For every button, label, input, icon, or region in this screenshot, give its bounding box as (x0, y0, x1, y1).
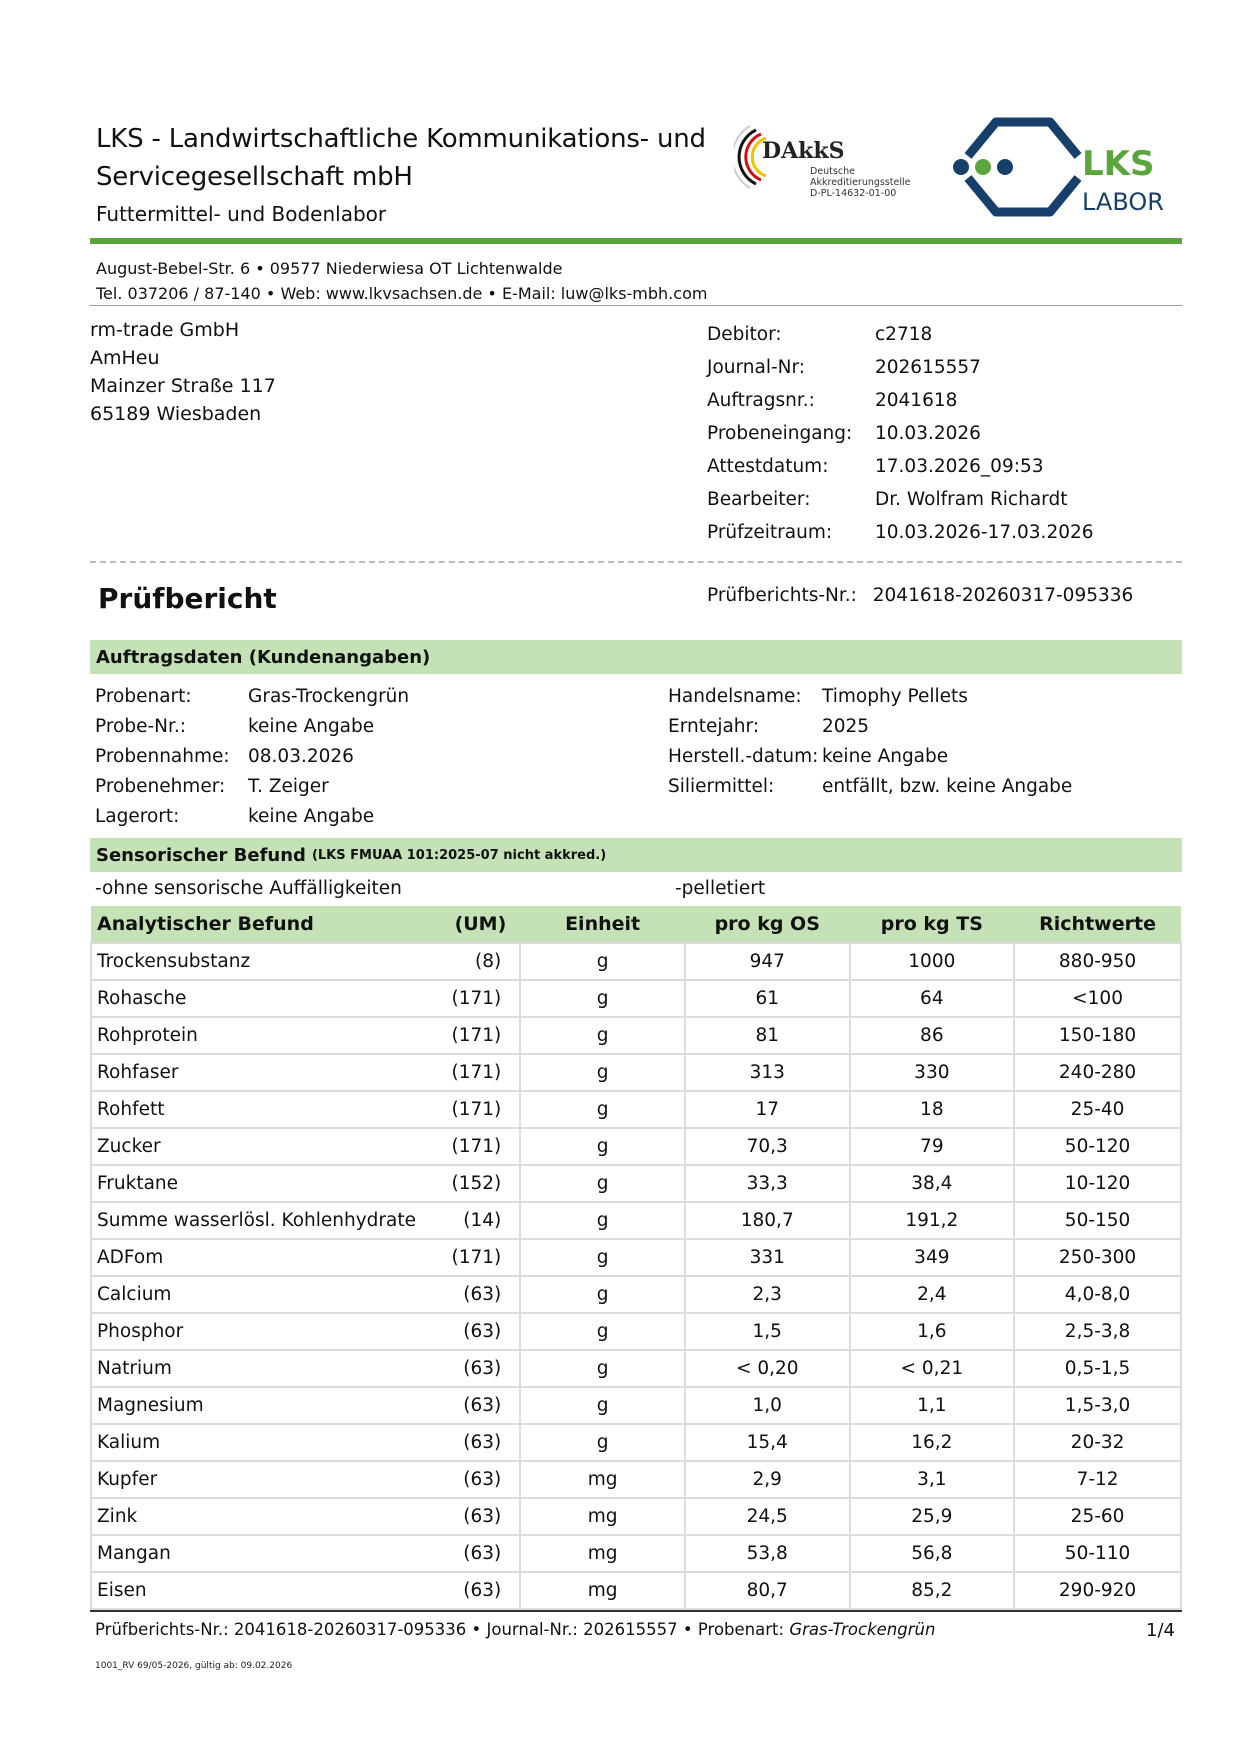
form-id: 1001_RV 69/05-2026, gültig ab: 09.02.2026 (95, 1661, 293, 1671)
cell-um: (63) (430, 1498, 520, 1535)
meta-row-attestdatum (707, 450, 1094, 483)
cell-unit: g (520, 1387, 685, 1424)
kv-label: Probennahme: (95, 745, 230, 767)
customer-line: AmHeu (90, 347, 160, 369)
meta-label: Auftragsnr.: (707, 390, 815, 411)
table-row (91, 1054, 1181, 1091)
table-row (91, 1202, 1181, 1239)
table-row (91, 1165, 1181, 1202)
cell-guide-value: 2,5-3,8 (1014, 1313, 1181, 1350)
cell-parameter: Summe wasserlösl. Kohlenhydrate (91, 1202, 430, 1239)
table-row (91, 1239, 1181, 1276)
cell-per-kg-ts: 56,8 (850, 1535, 1015, 1572)
cell-guide-value: 50-120 (1014, 1128, 1181, 1165)
cell-unit: g (520, 1054, 685, 1091)
cell-per-kg-ts: 191,2 (850, 1202, 1015, 1239)
meta-row-auftragsnr (707, 384, 1094, 417)
cell-parameter: ADFom (91, 1239, 430, 1276)
table-row (91, 980, 1181, 1017)
sensory-method: (LKS FMUAA 101:2025-07 nicht akkred.) (311, 847, 607, 863)
meta-value: 10.03.2026-17.03.2026 (875, 522, 1094, 543)
meta-value: 10.03.2026 (875, 423, 981, 444)
kv-row (95, 771, 409, 801)
cell-um: (63) (430, 1572, 520, 1609)
cell-um: (171) (430, 1091, 520, 1128)
meta-row-probeneingang (707, 417, 1094, 450)
meta-label: Debitor: (707, 324, 782, 345)
kv-row (95, 711, 409, 741)
kv-label: Handelsname: (668, 685, 802, 707)
cell-guide-value: 4,0-8,0 (1014, 1276, 1181, 1313)
lks-wordmark: LKS (1082, 144, 1155, 184)
cell-unit: mg (520, 1461, 685, 1498)
kv-label: Siliermittel: (668, 775, 775, 797)
cell-unit: mg (520, 1535, 685, 1572)
meta-label: Attestdatum: (707, 456, 829, 477)
cell-per-kg-ts: 1,6 (850, 1313, 1015, 1350)
analysis-table (90, 906, 1182, 1610)
cell-parameter: Zucker (91, 1128, 430, 1165)
cell-parameter: Rohfaser (91, 1054, 430, 1091)
cell-per-kg-ts: 1,1 (850, 1387, 1015, 1424)
order-data-heading (90, 640, 1182, 674)
cell-parameter: Trockensubstanz (91, 943, 430, 980)
meta-row-bearbeiter (707, 483, 1094, 516)
customer-address (90, 316, 276, 428)
cell-um: (63) (430, 1535, 520, 1572)
cell-guide-value: 25-40 (1014, 1091, 1181, 1128)
cell-parameter: Kalium (91, 1424, 430, 1461)
cell-guide-value: 1,5-3,0 (1014, 1387, 1181, 1424)
cell-per-kg-ts: 1000 (850, 943, 1015, 980)
cell-unit: mg (520, 1498, 685, 1535)
cell-um: (171) (430, 980, 520, 1017)
dakks-wordmark: DAkkS (762, 138, 845, 164)
cell-unit: g (520, 1091, 685, 1128)
cell-guide-value: 7-12 (1014, 1461, 1181, 1498)
cell-um: (171) (430, 1128, 520, 1165)
cell-per-kg-os: 80,7 (685, 1572, 850, 1609)
cell-parameter: Rohfett (91, 1091, 430, 1128)
cell-parameter: Calcium (91, 1276, 430, 1313)
cell-um: (63) (430, 1387, 520, 1424)
customer-line: Mainzer Straße 117 (90, 375, 276, 397)
cell-parameter: Zink (91, 1498, 430, 1535)
table-row (91, 1313, 1181, 1350)
meta-row-journal (707, 351, 1094, 384)
cell-um: (152) (430, 1165, 520, 1202)
kv-row (668, 771, 1072, 801)
cell-unit: g (520, 1128, 685, 1165)
cell-per-kg-ts: 3,1 (850, 1461, 1015, 1498)
cell-per-kg-os: 81 (685, 1017, 850, 1054)
order-meta (707, 318, 1094, 549)
cell-per-kg-os: 17 (685, 1091, 850, 1128)
meta-label: Prüfzeitraum: (707, 522, 833, 543)
kv-value: Timophy Pellets (822, 685, 968, 707)
column-header-um: (UM) (430, 906, 520, 943)
column-header-ts: pro kg TS (850, 906, 1015, 943)
cell-unit: g (520, 1276, 685, 1313)
cell-unit: g (520, 1424, 685, 1461)
cell-per-kg-ts: 38,4 (850, 1165, 1015, 1202)
cell-parameter: Eisen (91, 1572, 430, 1609)
analysis-header-row (91, 906, 1181, 943)
cell-um: (171) (430, 1054, 520, 1091)
address-line: August-Bebel-Str. 6 • 09577 Niederwiesa OT Lichtenwalde (96, 259, 563, 278)
sensory-finding-right: -pelletiert (675, 878, 766, 899)
footer-report-number: Prüfberichts-Nr.: 2041618-20260317-095336 • Journal-Nr.: 202615557 • Probenart: (95, 1620, 790, 1639)
table-row (91, 1091, 1181, 1128)
dakks-line1: Deutsche (810, 166, 855, 177)
cell-per-kg-ts: 79 (850, 1128, 1015, 1165)
footer-report-info (95, 1620, 935, 1639)
column-header-os: pro kg OS (685, 906, 850, 943)
cell-unit: g (520, 943, 685, 980)
cell-guide-value: 25-60 (1014, 1498, 1181, 1535)
kv-label: Probenart: (95, 685, 192, 707)
table-row (91, 1572, 1181, 1609)
lks-labor-text: LABOR (1082, 188, 1164, 216)
cell-guide-value: 50-150 (1014, 1202, 1181, 1239)
order-data-right (668, 681, 1072, 801)
cell-parameter: Phosphor (91, 1313, 430, 1350)
cell-per-kg-os: 180,7 (685, 1202, 850, 1239)
sensory-heading-text: Sensorischer Befund (96, 844, 306, 866)
cell-um: (63) (430, 1461, 520, 1498)
cell-per-kg-ts: 16,2 (850, 1424, 1015, 1461)
kv-label: Herstell.-datum: (668, 745, 819, 767)
cell-guide-value: 20-32 (1014, 1424, 1181, 1461)
cell-um: (171) (430, 1017, 520, 1054)
report-title: Prüfbericht (98, 582, 277, 615)
table-row (91, 1276, 1181, 1313)
dakks-logo (734, 116, 924, 204)
cell-guide-value: 880-950 (1014, 943, 1181, 980)
cell-per-kg-ts: 349 (850, 1239, 1015, 1276)
cell-guide-value: 150-180 (1014, 1017, 1181, 1054)
cell-per-kg-ts: < 0,21 (850, 1350, 1015, 1387)
cell-per-kg-os: 2,3 (685, 1276, 850, 1313)
kv-row (668, 741, 1072, 771)
cell-per-kg-ts: 25,9 (850, 1498, 1015, 1535)
report-number-label: Prüfberichts-Nr.: (707, 585, 857, 606)
cell-per-kg-ts: 2,4 (850, 1276, 1015, 1313)
cell-per-kg-os: 61 (685, 980, 850, 1017)
cell-per-kg-os: 331 (685, 1239, 850, 1276)
cell-um: (8) (430, 943, 520, 980)
cell-per-kg-os: 15,4 (685, 1424, 850, 1461)
kv-value: keine Angabe (248, 715, 375, 737)
cell-um: (14) (430, 1202, 520, 1239)
customer-line: 65189 Wiesbaden (90, 403, 262, 425)
kv-value: 08.03.2026 (248, 745, 354, 767)
dakks-line2: Akkreditierungsstelle (810, 177, 911, 188)
cell-unit: g (520, 1017, 685, 1054)
cell-parameter: Kupfer (91, 1461, 430, 1498)
kv-row (668, 711, 1072, 741)
kv-value: entfällt, bzw. keine Angabe (822, 775, 1073, 797)
cell-um: (63) (430, 1313, 520, 1350)
cell-per-kg-os: 33,3 (685, 1165, 850, 1202)
lab-address (96, 256, 707, 306)
cell-parameter: Rohprotein (91, 1017, 430, 1054)
cell-guide-value: 250-300 (1014, 1239, 1181, 1276)
cell-unit: mg (520, 1572, 685, 1609)
table-row (91, 1128, 1181, 1165)
table-row (91, 1350, 1181, 1387)
cell-unit: g (520, 980, 685, 1017)
footer-divider (90, 1610, 1182, 1612)
cell-parameter: Rohasche (91, 980, 430, 1017)
meta-label: Probeneingang: (707, 423, 853, 444)
cell-um: (63) (430, 1276, 520, 1313)
address-divider (90, 305, 1182, 306)
cell-unit: g (520, 1202, 685, 1239)
report-number (707, 585, 1133, 606)
dashed-divider (90, 561, 1182, 563)
footer-sample-type: Gras-Trockengrün (789, 1620, 936, 1639)
cell-guide-value: 290-920 (1014, 1572, 1181, 1609)
cell-parameter: Fruktane (91, 1165, 430, 1202)
cell-unit: g (520, 1313, 685, 1350)
cell-um: (63) (430, 1350, 520, 1387)
cell-guide-value: 240-280 (1014, 1054, 1181, 1091)
meta-label: Bearbeiter: (707, 489, 811, 510)
cell-guide-value: 10-120 (1014, 1165, 1181, 1202)
cell-per-kg-ts: 330 (850, 1054, 1015, 1091)
cell-unit: g (520, 1350, 685, 1387)
cell-per-kg-os: 313 (685, 1054, 850, 1091)
kv-value: keine Angabe (248, 805, 375, 827)
cell-unit: g (520, 1165, 685, 1202)
company-subtitle: Futtermittel- und Bodenlabor (96, 202, 387, 226)
kv-value: T. Zeiger (248, 775, 329, 797)
table-row (91, 1461, 1181, 1498)
kv-value: Gras-Trockengrün (248, 685, 410, 707)
dakks-text (810, 166, 911, 199)
cell-per-kg-ts: 18 (850, 1091, 1015, 1128)
cell-parameter: Magnesium (91, 1387, 430, 1424)
cell-per-kg-ts: 64 (850, 980, 1015, 1017)
kv-row (95, 741, 409, 771)
company-name (96, 120, 706, 196)
kv-label: Lagerort: (95, 805, 180, 827)
cell-per-kg-ts: 85,2 (850, 1572, 1015, 1609)
cell-per-kg-os: 1,0 (685, 1387, 850, 1424)
cell-guide-value: 0,5-1,5 (1014, 1350, 1181, 1387)
table-row (91, 1424, 1181, 1461)
cell-parameter: Natrium (91, 1350, 430, 1387)
kv-label: Probe-Nr.: (95, 715, 187, 737)
cell-per-kg-os: < 0,20 (685, 1350, 850, 1387)
cell-guide-value: <100 (1014, 980, 1181, 1017)
kv-value: keine Angabe (822, 745, 949, 767)
meta-value: 202615557 (875, 357, 981, 378)
meta-value: 17.03.2026_09:53 (875, 456, 1044, 477)
meta-row-pruefzeitraum (707, 516, 1094, 549)
column-header-unit: Einheit (520, 906, 685, 943)
meta-value: c2718 (875, 324, 933, 345)
table-row (91, 1498, 1181, 1535)
cell-per-kg-os: 1,5 (685, 1313, 850, 1350)
contact-line: Tel. 037206 / 87-140 • Web: www.lkvsachsen.de • E-Mail: luw@lks-mbh.com (96, 284, 708, 303)
sensory-finding-left: -ohne sensorische Auffälligkeiten (95, 878, 402, 899)
column-header-parameter: Analytischer Befund (91, 906, 430, 943)
cell-per-kg-os: 70,3 (685, 1128, 850, 1165)
cell-um: (171) (430, 1239, 520, 1276)
cell-per-kg-os: 947 (685, 943, 850, 980)
meta-value: Dr. Wolfram Richardt (875, 489, 1068, 510)
kv-label: Erntejahr: (668, 715, 760, 737)
order-data-left (95, 681, 409, 831)
lks-labor-logo (950, 112, 1180, 222)
report-number-value: 2041618-20260317-095336 (872, 585, 1134, 606)
meta-value: 2041618 (875, 390, 958, 411)
cell-per-kg-ts: 86 (850, 1017, 1015, 1054)
customer-line: rm-trade GmbH (90, 319, 240, 341)
table-row (91, 1017, 1181, 1054)
table-row (91, 943, 1181, 980)
cell-per-kg-os: 24,5 (685, 1498, 850, 1535)
table-row (91, 1387, 1181, 1424)
dakks-line3: D-PL-14632-01-00 (810, 188, 897, 199)
cell-unit: g (520, 1239, 685, 1276)
page-number: 1/4 (1146, 1620, 1175, 1641)
kv-row (95, 801, 409, 831)
cell-per-kg-os: 2,9 (685, 1461, 850, 1498)
cell-parameter: Mangan (91, 1535, 430, 1572)
company-name-line1: LKS - Landwirtschaftliche Kommunikations- und (96, 124, 706, 154)
order-data-heading-text: Auftragsdaten (Kundenangaben) (96, 646, 431, 668)
cell-um: (63) (430, 1424, 520, 1461)
kv-row (668, 681, 1072, 711)
cell-guide-value: 50-110 (1014, 1535, 1181, 1572)
meta-label: Journal-Nr: (707, 357, 806, 378)
kv-row (95, 681, 409, 711)
kv-label: Probenehmer: (95, 775, 226, 797)
header-divider (90, 238, 1182, 244)
cell-per-kg-os: 53,8 (685, 1535, 850, 1572)
table-row (91, 1535, 1181, 1572)
company-name-line2: Servicegesellschaft mbH (96, 162, 413, 192)
meta-row-debitor (707, 318, 1094, 351)
sensory-heading (90, 838, 1182, 872)
kv-value: 2025 (822, 715, 870, 737)
column-header-guide: Richtwerte (1014, 906, 1181, 943)
